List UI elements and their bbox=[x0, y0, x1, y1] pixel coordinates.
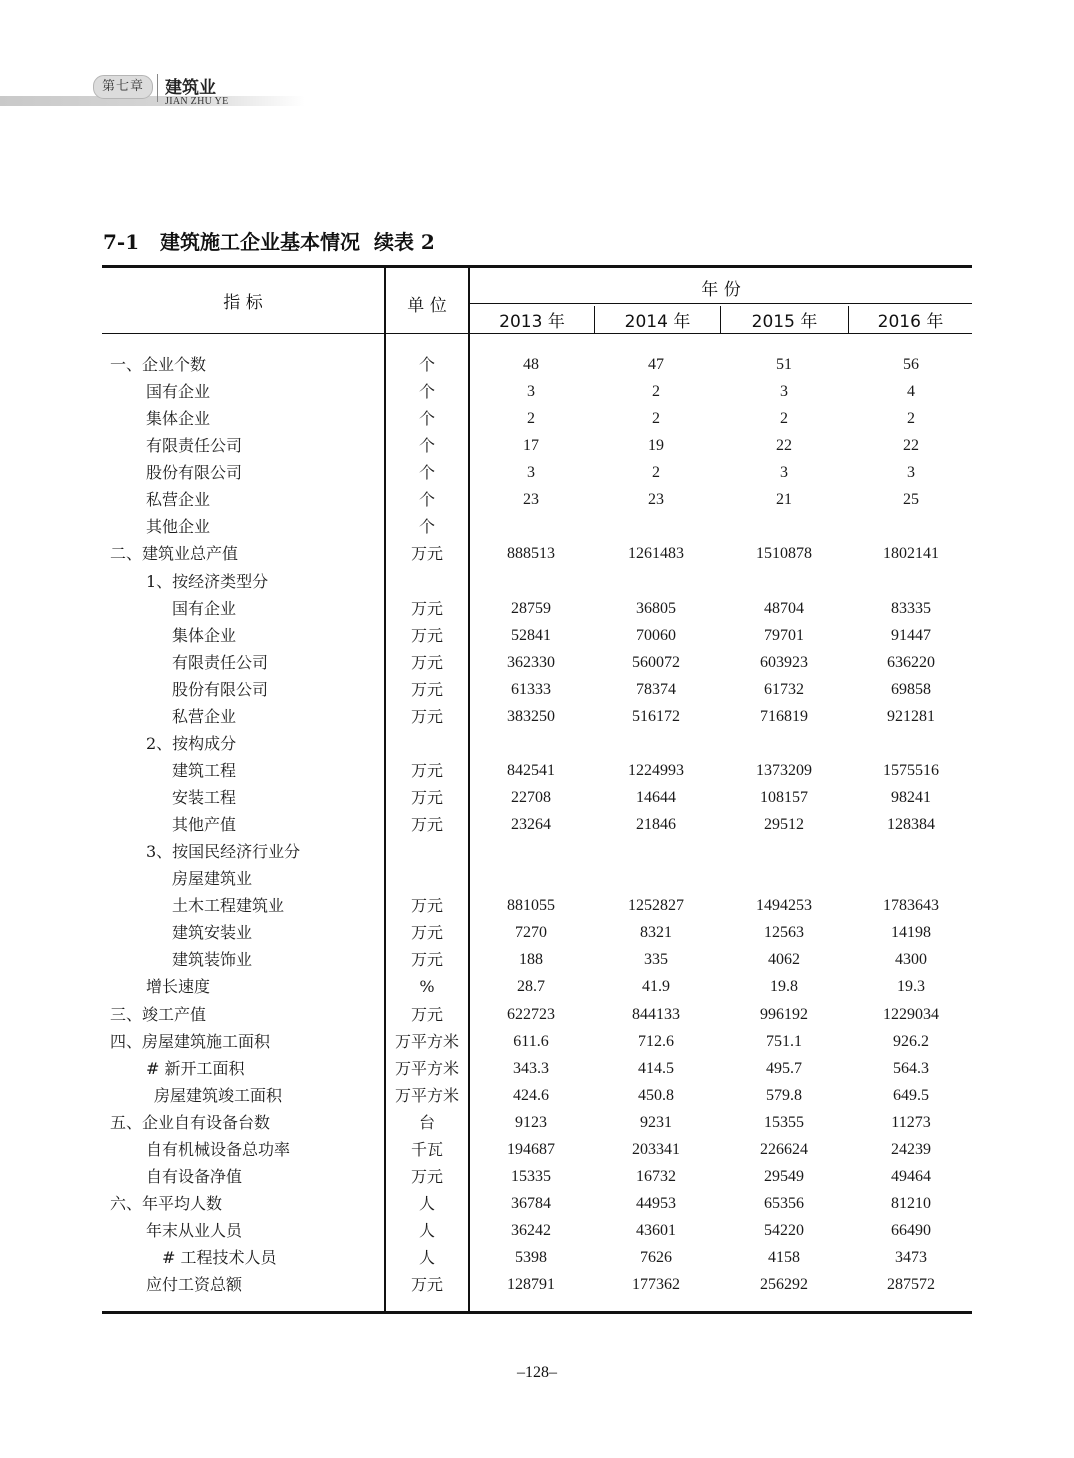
row-label: 四、房屋建筑施工面积 bbox=[110, 1031, 271, 1051]
row-value: 65356 bbox=[764, 1194, 804, 1212]
row-label: 年末从业人员 bbox=[146, 1221, 243, 1240]
row-value: 362330 bbox=[507, 653, 555, 671]
row-label: 3、按国民经济行业分 bbox=[146, 842, 301, 862]
row-value: 52841 bbox=[511, 626, 551, 644]
row-label: 自有机械设备总功率 bbox=[146, 1139, 291, 1159]
row-value: 1373209 bbox=[756, 761, 812, 779]
row-label: 建筑装饰业 bbox=[172, 950, 253, 970]
row-value: 3 bbox=[780, 464, 788, 482]
row-value: 43601 bbox=[636, 1222, 676, 1239]
table-row bbox=[102, 649, 972, 676]
table-row bbox=[102, 1136, 972, 1163]
row-value: 2 bbox=[527, 410, 535, 428]
row-unit: 万元 bbox=[410, 815, 443, 835]
row-label: 六、年平均人数 bbox=[110, 1193, 223, 1213]
table-row bbox=[102, 1082, 972, 1109]
row-label: 建筑工程 bbox=[172, 760, 237, 780]
row-label: 增长速度 bbox=[146, 977, 211, 997]
row-value: 177362 bbox=[632, 1276, 680, 1294]
header-divider bbox=[157, 74, 158, 102]
row-value: 926.2 bbox=[893, 1032, 929, 1050]
row-unit: 万元 bbox=[410, 1004, 443, 1024]
row-label: 股份有限公司 bbox=[172, 679, 269, 699]
row-value: 716819 bbox=[760, 707, 808, 725]
row-value: 69858 bbox=[891, 680, 931, 698]
row-value: 9123 bbox=[515, 1113, 547, 1131]
row-value: 17 bbox=[523, 437, 539, 455]
row-unit: 万元 bbox=[410, 706, 443, 726]
row-value: 1510878 bbox=[756, 545, 812, 563]
table-row bbox=[102, 946, 972, 973]
row-label: 2、按构成分 bbox=[146, 733, 237, 753]
row-value: 256292 bbox=[760, 1276, 808, 1294]
row-value: 9231 bbox=[640, 1113, 672, 1131]
row-label: 应付工资总额 bbox=[146, 1275, 243, 1295]
row-unit: 万元 bbox=[410, 1166, 443, 1186]
row-unit: 万元 bbox=[410, 598, 443, 618]
row-value: 3 bbox=[527, 464, 535, 482]
row-value: 226624 bbox=[760, 1140, 808, 1158]
row-unit: % bbox=[419, 977, 435, 997]
row-unit: 个 bbox=[418, 490, 435, 510]
row-unit: 万元 bbox=[410, 896, 443, 916]
row-value: 450.8 bbox=[638, 1086, 674, 1104]
bottom-rule bbox=[102, 1311, 972, 1314]
table-row bbox=[102, 838, 972, 865]
row-value: 36784 bbox=[511, 1194, 551, 1212]
row-label: # 工程技术人员 bbox=[162, 1248, 277, 1268]
row-unit: 万平方米 bbox=[394, 1085, 459, 1105]
table-row bbox=[102, 595, 972, 622]
row-unit: 个 bbox=[418, 517, 435, 537]
table-body bbox=[102, 351, 972, 1298]
row-value: 44953 bbox=[636, 1194, 676, 1212]
row-value: 921281 bbox=[887, 707, 935, 725]
row-value: 579.8 bbox=[766, 1086, 802, 1104]
row-value: 3473 bbox=[895, 1249, 927, 1267]
row-value: 29512 bbox=[764, 816, 804, 834]
row-value: 23264 bbox=[511, 816, 551, 834]
table-row bbox=[102, 1271, 972, 1298]
table-row bbox=[102, 811, 972, 838]
row-value: 21846 bbox=[636, 816, 676, 834]
row-label: 五、企业自有设备台数 bbox=[110, 1112, 271, 1132]
row-value: 54220 bbox=[764, 1222, 804, 1239]
row-label: 自有设备净值 bbox=[146, 1166, 243, 1186]
row-label: 私营企业 bbox=[172, 706, 237, 726]
row-unit: 个 bbox=[418, 463, 435, 483]
row-unit: 千瓦 bbox=[410, 1139, 443, 1159]
row-unit: 万元 bbox=[410, 679, 443, 699]
chapter-title: 建筑业 bbox=[165, 78, 216, 98]
row-value: 29549 bbox=[764, 1167, 804, 1185]
chapter-pinyin: JIAN ZHU YE bbox=[165, 96, 229, 107]
row-value: 5398 bbox=[515, 1249, 547, 1267]
row-value: 751.1 bbox=[766, 1032, 802, 1050]
row-value: 495.7 bbox=[766, 1059, 802, 1077]
row-value: 622723 bbox=[507, 1005, 555, 1023]
row-value: 287572 bbox=[887, 1276, 935, 1294]
row-value: 881055 bbox=[507, 897, 555, 915]
row-label: # 新开工面积 bbox=[146, 1058, 245, 1078]
row-value: 383250 bbox=[507, 707, 555, 725]
row-unit: 人 bbox=[418, 1193, 435, 1213]
row-value: 23 bbox=[523, 491, 539, 509]
row-value: 21 bbox=[776, 491, 792, 509]
row-value: 22708 bbox=[511, 789, 551, 806]
row-value: 7270 bbox=[515, 924, 547, 942]
row-value: 2 bbox=[652, 464, 660, 482]
table-row bbox=[102, 892, 972, 919]
row-value: 66490 bbox=[891, 1222, 931, 1239]
row-unit: 万平方米 bbox=[394, 1031, 459, 1051]
chapter-badge: 第七章 bbox=[93, 75, 153, 99]
top-rule bbox=[102, 265, 972, 268]
row-label: 一、企业个数 bbox=[110, 355, 207, 374]
table-row bbox=[102, 405, 972, 432]
table-row bbox=[102, 351, 972, 378]
row-value: 996192 bbox=[760, 1005, 808, 1023]
row-value: 22 bbox=[776, 437, 792, 455]
row-value: 14644 bbox=[636, 789, 676, 806]
row-value: 49464 bbox=[891, 1167, 931, 1185]
table-row bbox=[102, 757, 972, 784]
row-value: 48 bbox=[523, 356, 539, 373]
row-label: 国有企业 bbox=[172, 598, 237, 618]
table-row bbox=[102, 919, 972, 946]
row-value: 83335 bbox=[891, 599, 931, 617]
row-value: 649.5 bbox=[893, 1086, 929, 1104]
row-value: 3 bbox=[780, 383, 788, 401]
row-value: 108157 bbox=[760, 789, 808, 806]
row-value: 15355 bbox=[764, 1113, 804, 1131]
table-row bbox=[102, 1028, 972, 1055]
row-value: 23 bbox=[648, 491, 664, 509]
row-label: 三、竣工产值 bbox=[110, 1004, 207, 1024]
row-value: 12563 bbox=[764, 924, 804, 942]
table-row bbox=[102, 622, 972, 649]
row-value: 1783643 bbox=[883, 897, 939, 915]
row-value: 888513 bbox=[507, 545, 555, 563]
row-value: 1229034 bbox=[883, 1005, 939, 1023]
table-title: 7-1 建筑施工企业基本情况 续表 2 bbox=[103, 230, 435, 254]
year-header-2015: 2015 年 bbox=[751, 312, 818, 332]
row-unit: 万元 bbox=[410, 652, 443, 672]
row-value: 2 bbox=[907, 410, 915, 428]
page-number: –128– bbox=[517, 1364, 557, 1381]
row-value: 611.6 bbox=[513, 1032, 549, 1050]
table-row bbox=[102, 703, 972, 730]
row-label: 房屋建筑竣工面积 bbox=[154, 1085, 283, 1105]
row-value: 61732 bbox=[764, 680, 804, 698]
row-value: 516172 bbox=[632, 707, 680, 725]
row-unit: 万元 bbox=[410, 923, 443, 943]
table-row bbox=[102, 1001, 972, 1028]
row-label: 二、建筑业总产值 bbox=[110, 544, 239, 564]
row-value: 81210 bbox=[891, 1194, 931, 1212]
row-value: 14198 bbox=[891, 924, 931, 942]
row-value: 203341 bbox=[632, 1140, 680, 1158]
table-row bbox=[102, 1244, 972, 1271]
row-value: 36805 bbox=[636, 599, 676, 617]
table-row bbox=[102, 676, 972, 703]
row-value: 11273 bbox=[891, 1113, 931, 1131]
row-value: 636220 bbox=[887, 653, 935, 671]
row-unit: 万元 bbox=[410, 1275, 443, 1295]
year-header-2014: 2014 年 bbox=[624, 312, 691, 332]
row-value: 51 bbox=[776, 356, 792, 373]
table-row bbox=[102, 459, 972, 486]
row-value: 8321 bbox=[640, 924, 672, 942]
row-label: 土木工程建筑业 bbox=[172, 896, 285, 916]
row-value: 41.9 bbox=[642, 978, 670, 996]
row-unit: 个 bbox=[418, 382, 435, 402]
table-row bbox=[102, 1163, 972, 1190]
row-value: 194687 bbox=[507, 1140, 555, 1158]
year-header-2013: 2013 年 bbox=[499, 312, 565, 332]
row-value: 19 bbox=[648, 437, 664, 455]
row-value: 19.3 bbox=[897, 978, 925, 996]
table-row bbox=[102, 513, 972, 540]
row-value: 24239 bbox=[891, 1140, 931, 1158]
row-value: 3 bbox=[527, 383, 535, 401]
row-unit: 万元 bbox=[410, 788, 443, 807]
row-unit: 万元 bbox=[410, 625, 443, 645]
row-label: 安装工程 bbox=[172, 788, 237, 807]
row-label: 其他企业 bbox=[146, 517, 211, 537]
row-value: 2 bbox=[652, 410, 660, 428]
row-value: 4158 bbox=[768, 1249, 800, 1267]
row-value: 4 bbox=[907, 383, 915, 401]
row-label: 有限责任公司 bbox=[146, 436, 243, 456]
row-unit: 个 bbox=[418, 436, 435, 456]
row-value: 564.3 bbox=[893, 1059, 929, 1077]
row-value: 335 bbox=[644, 951, 668, 969]
row-unit: 万元 bbox=[410, 950, 443, 970]
row-unit: 万平方米 bbox=[394, 1058, 459, 1078]
row-label: 房屋建筑业 bbox=[172, 869, 253, 889]
row-unit: 万元 bbox=[410, 760, 443, 780]
row-value: 78374 bbox=[636, 680, 676, 698]
row-label: 其他产值 bbox=[172, 815, 237, 835]
row-value: 844133 bbox=[632, 1005, 680, 1023]
row-label: 建筑安装业 bbox=[172, 923, 253, 943]
row-unit: 人 bbox=[418, 1248, 435, 1268]
row-value: 56 bbox=[903, 356, 919, 373]
table-row bbox=[102, 730, 972, 757]
row-value: 424.6 bbox=[513, 1086, 549, 1104]
row-value: 343.3 bbox=[513, 1059, 549, 1077]
row-value: 128384 bbox=[887, 816, 935, 834]
row-label: 国有企业 bbox=[146, 382, 211, 402]
table-row bbox=[102, 784, 972, 811]
row-value: 28.7 bbox=[517, 978, 545, 996]
row-value: 36242 bbox=[511, 1222, 551, 1239]
table-row bbox=[102, 1055, 972, 1082]
row-label: 有限责任公司 bbox=[172, 652, 269, 672]
row-label: 集体企业 bbox=[172, 625, 237, 645]
row-label: 集体企业 bbox=[146, 409, 211, 429]
row-value: 414.5 bbox=[638, 1059, 674, 1077]
row-unit: 个 bbox=[418, 355, 435, 374]
row-value: 1224993 bbox=[628, 761, 684, 779]
row-value: 1252827 bbox=[628, 897, 684, 915]
row-unit: 人 bbox=[418, 1221, 435, 1240]
unit-header: 单 位 bbox=[407, 296, 447, 316]
row-value: 15335 bbox=[511, 1167, 551, 1185]
table-row bbox=[102, 378, 972, 405]
row-value: 4062 bbox=[768, 951, 800, 969]
row-value: 1261483 bbox=[628, 545, 684, 563]
row-value: 1802141 bbox=[883, 545, 939, 563]
table-row bbox=[102, 432, 972, 459]
row-value: 1494253 bbox=[756, 897, 812, 915]
row-value: 603923 bbox=[760, 653, 808, 671]
row-value: 128791 bbox=[507, 1276, 555, 1294]
row-value: 3 bbox=[907, 464, 915, 482]
year-header-2016: 2016 年 bbox=[877, 312, 944, 332]
row-value: 98241 bbox=[891, 789, 931, 806]
table-row bbox=[102, 1190, 972, 1217]
row-unit: 台 bbox=[418, 1112, 435, 1132]
row-unit: 万元 bbox=[410, 544, 443, 564]
row-value: 560072 bbox=[632, 653, 680, 671]
row-value: 7626 bbox=[640, 1249, 672, 1267]
row-value: 28759 bbox=[511, 599, 551, 617]
row-value: 1575516 bbox=[883, 761, 939, 779]
year-group-rule bbox=[469, 303, 972, 304]
indicator-header: 指 标 bbox=[223, 293, 263, 313]
table-row bbox=[102, 568, 972, 595]
row-value: 25 bbox=[903, 491, 919, 509]
row-label: 私营企业 bbox=[146, 490, 211, 510]
row-value: 22 bbox=[903, 437, 919, 455]
row-value: 4300 bbox=[895, 951, 927, 969]
row-value: 2 bbox=[652, 383, 660, 401]
row-value: 712.6 bbox=[638, 1032, 674, 1050]
row-unit: 个 bbox=[418, 409, 435, 429]
header-band bbox=[0, 96, 305, 106]
row-value: 79701 bbox=[764, 626, 804, 644]
row-label: 股份有限公司 bbox=[146, 463, 243, 483]
year-group-header: 年 份 bbox=[701, 280, 741, 300]
table-row bbox=[102, 1217, 972, 1244]
row-value: 91447 bbox=[891, 626, 931, 644]
row-value: 2 bbox=[780, 410, 788, 428]
table-row bbox=[102, 540, 972, 567]
row-value: 47 bbox=[648, 356, 664, 373]
row-value: 48704 bbox=[764, 599, 804, 617]
row-value: 61333 bbox=[511, 680, 551, 698]
row-value: 842541 bbox=[507, 761, 555, 779]
table-row bbox=[102, 973, 972, 1000]
row-value: 16732 bbox=[636, 1167, 676, 1185]
table-row bbox=[102, 486, 972, 513]
row-label: 1、按经济类型分 bbox=[146, 571, 269, 591]
row-value: 70060 bbox=[636, 626, 676, 644]
table-row bbox=[102, 1109, 972, 1136]
table-row bbox=[102, 865, 972, 892]
row-value: 19.8 bbox=[770, 978, 798, 996]
row-value: 188 bbox=[519, 951, 543, 969]
